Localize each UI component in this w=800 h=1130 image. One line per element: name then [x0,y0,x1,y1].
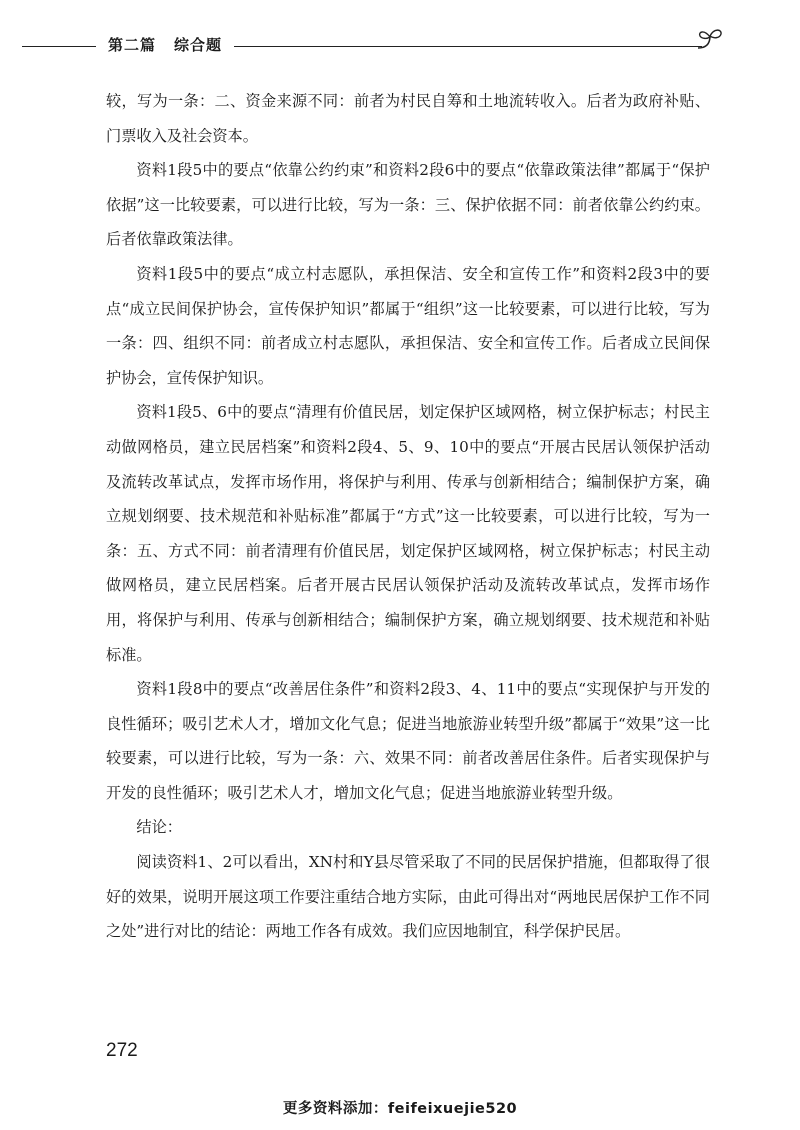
sprout-icon [692,26,728,58]
paragraph-protection-basis: 资料1段5中的要点“依靠公约约束”和资料2段6中的要点“依靠政策法律”都属于“保护依据”这一比较要素，可以进行比较，写为一条：三、保护依据不同：前者依靠公约约束。后者依靠政策法律。 [106,161,710,249]
paragraph-continuation: 较，写为一条：二、资金来源不同：前者为村民自筹和土地流转收入。后者为政府补贴、门票收入及社会资本。 [106,92,710,145]
footer-note: 更多资料添加：feifeixuejie520 [282,1101,518,1117]
body-text [106,84,710,949]
running-header [22,26,722,62]
header-rule-right [234,46,702,47]
page-number: 272 [106,1040,138,1061]
paragraph-method: 资料1段5、6中的要点“清理有价值民居，划定保护区域网格，树立保护标志；村民主动做网格员，建立民居档案”和资料2段4、5、9、10中的要点“开展古民居认领保护活动及流转改革试点，发挥市场作用，将保护与利用、传承与创新相结合；编制保护方案，确立规划纲要、技术规范和补贴标准”都属于“方式”这一比较要素，可以进行比较，写为一条：五、方式不同：前者清理有价值民居，划定保护区域网格，树立保护标志；村民主动做网格员，建立民居档案。后者开展古民居认领保护活动及流转改革试点，发挥市场作用，将保护与利用、传承与创新相结合；编制保护方案，确立规划纲要、技术规范和补贴标准。 [106,403,710,664]
header-part: 第二篇 [108,36,157,54]
header-section: 综合题 [174,36,223,54]
header-title [108,34,222,55]
conclusion-heading: 结论： [136,818,182,837]
header-rule-left [22,46,96,47]
paragraph-effect: 资料1段8中的要点“改善居住条件”和资料2段3、4、11中的要点“实现保护与开发的良性循环；吸引艺术人才，增加文化气息；促进当地旅游业转型升级”都属于“效果”这一比较要素，可以进行比较，写为一条：六、效果不同：前者改善居住条件。后者实现保护与开发的良性循环；吸引艺术人才，增加文化气息；促进当地旅游业转型升级。 [106,680,710,802]
paragraph-organization: 资料1段5中的要点“成立村志愿队，承担保洁、安全和宣传工作”和资料2段3中的要点“成立民间保护协会，宣传保护知识”都属于“组织”这一比较要素，可以进行比较，写为一条：四、组织不同：前者成立村志愿队，承担保洁、安全和宣传工作。后者成立民间保护协会，宣传保护知识。 [106,264,710,387]
paragraph-conclusion: 阅读资料1、2可以看出，XN村和Y县尽管采取了不同的民居保护措施，但都取得了很好的效果，说明开展这项工作要注重结合地方实际，由此可得出对“两地民居保护工作不同之处”进行对比的结论：两地工作各有成效。我们应因地制宜，科学保护民居。 [106,853,710,941]
